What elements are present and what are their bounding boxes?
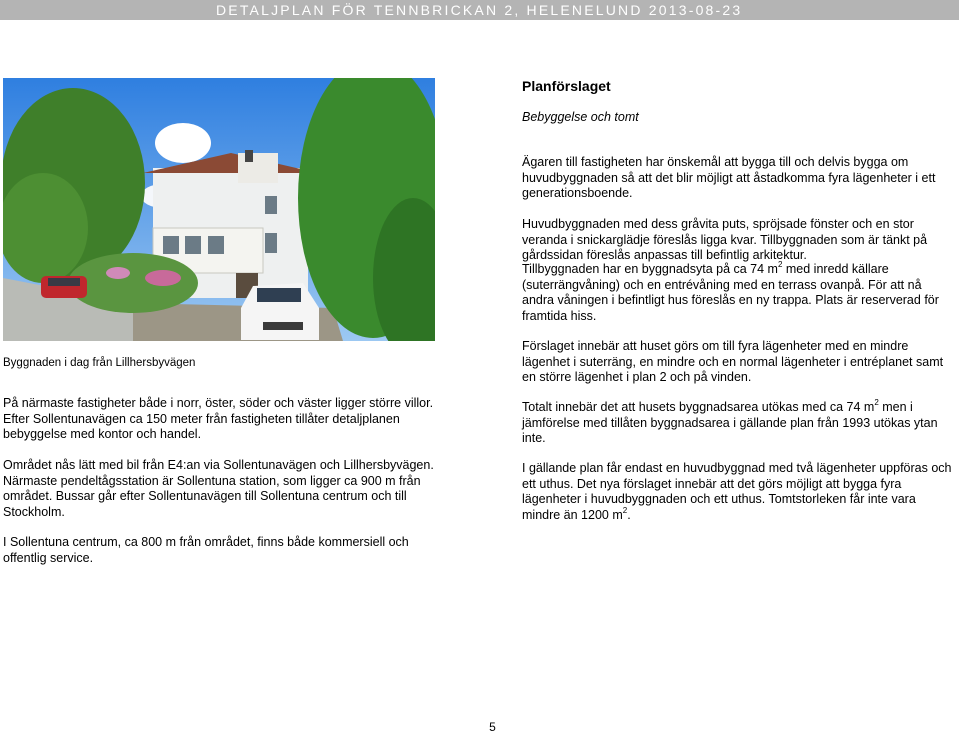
house-photo (3, 78, 435, 341)
page-number: 5 (489, 720, 496, 734)
right-paragraph-1: Ägaren till fastigheten har önskemål att bygga till och delvis bygga om huvudbyggnaden så att det blir möjligt att åstadkomma fyra lägenheter i ett generationsboende. (522, 155, 936, 200)
left-paragraph-2: Området nås lätt med bil från E4:an via Sollentunavägen och Lillhersbyvägen. Närmaste pendeltågsstation är Sollentuna station, som ligger ca 900 m från området. Bussar går efter Sollentunavägen till Sollentuna centrum och till Stockholm. (3, 458, 434, 519)
header-title: DETALJPLAN FÖR TENNBRICKAN 2, HELENELUND 2013-08-23 (216, 2, 743, 18)
right-paragraph-3: Tillbyggnaden har en byggnadsyta på ca 74 $m^2$ med inredd källare (suterrängvåning) och en entrévåning med en terrass ovanpå. För att nå andra våningen i befintligt hus föreslås en ny trappa. Plats är reserverad för framtida hiss. (522, 260, 939, 323)
section-heading: Planförslaget (522, 78, 611, 94)
right-paragraph-4: Förslaget innebär att huset görs om till fyra lägenheter med en mindre lägenhet i suterräng, en mindre och en normal lägenheter i entréplanet samt en större lägenhet i plan 2 och på vinden. (522, 339, 944, 384)
page-header (0, 0, 959, 20)
right-paragraph-2: Huvudbyggnaden med dess gråvita puts, spröjsade fönster och en stor veranda i snickarglädje föreslås ligga kvar. Tillbyggnaden som är tänkt på gårdssidan föreslås anpassas till befintlig arkitektur. (522, 217, 928, 262)
left-paragraph-1: På närmaste fastigheter både i norr, öster, söder och väster ligger större villor. Efter Sollentunavägen ca 150 meter från fastigheten tillåter detaljplanen bebyggelse med kontor och handel. (3, 396, 434, 441)
section-subheading: Bebyggelse och tomt (522, 110, 639, 124)
right-paragraph-5: Totalt innebär det att husets byggnadsarea utökas med ca 74 $m^2$ men i jämförelse med tillåten byggnadsarea i gällande plan från 1993 utökas ytan inte. (522, 398, 938, 445)
left-paragraph-3: I Sollentuna centrum, ca 800 m från området, finns både kommersiell och offentlig service. (3, 535, 409, 565)
photo-caption: Byggnaden i dag från Lillhersbyvägen (3, 357, 196, 369)
right-paragraph-6: I gällande plan får endast en huvudbyggnad med två lägenheter uppföras och ett uthus. Det nya förslaget innebär att det görs möjligt att bygga fyra lägenheter i huvudbyggnaden och ett uthus. Tomtstorleken får inte vara mindre än 1200 $m^2$. (522, 461, 952, 522)
